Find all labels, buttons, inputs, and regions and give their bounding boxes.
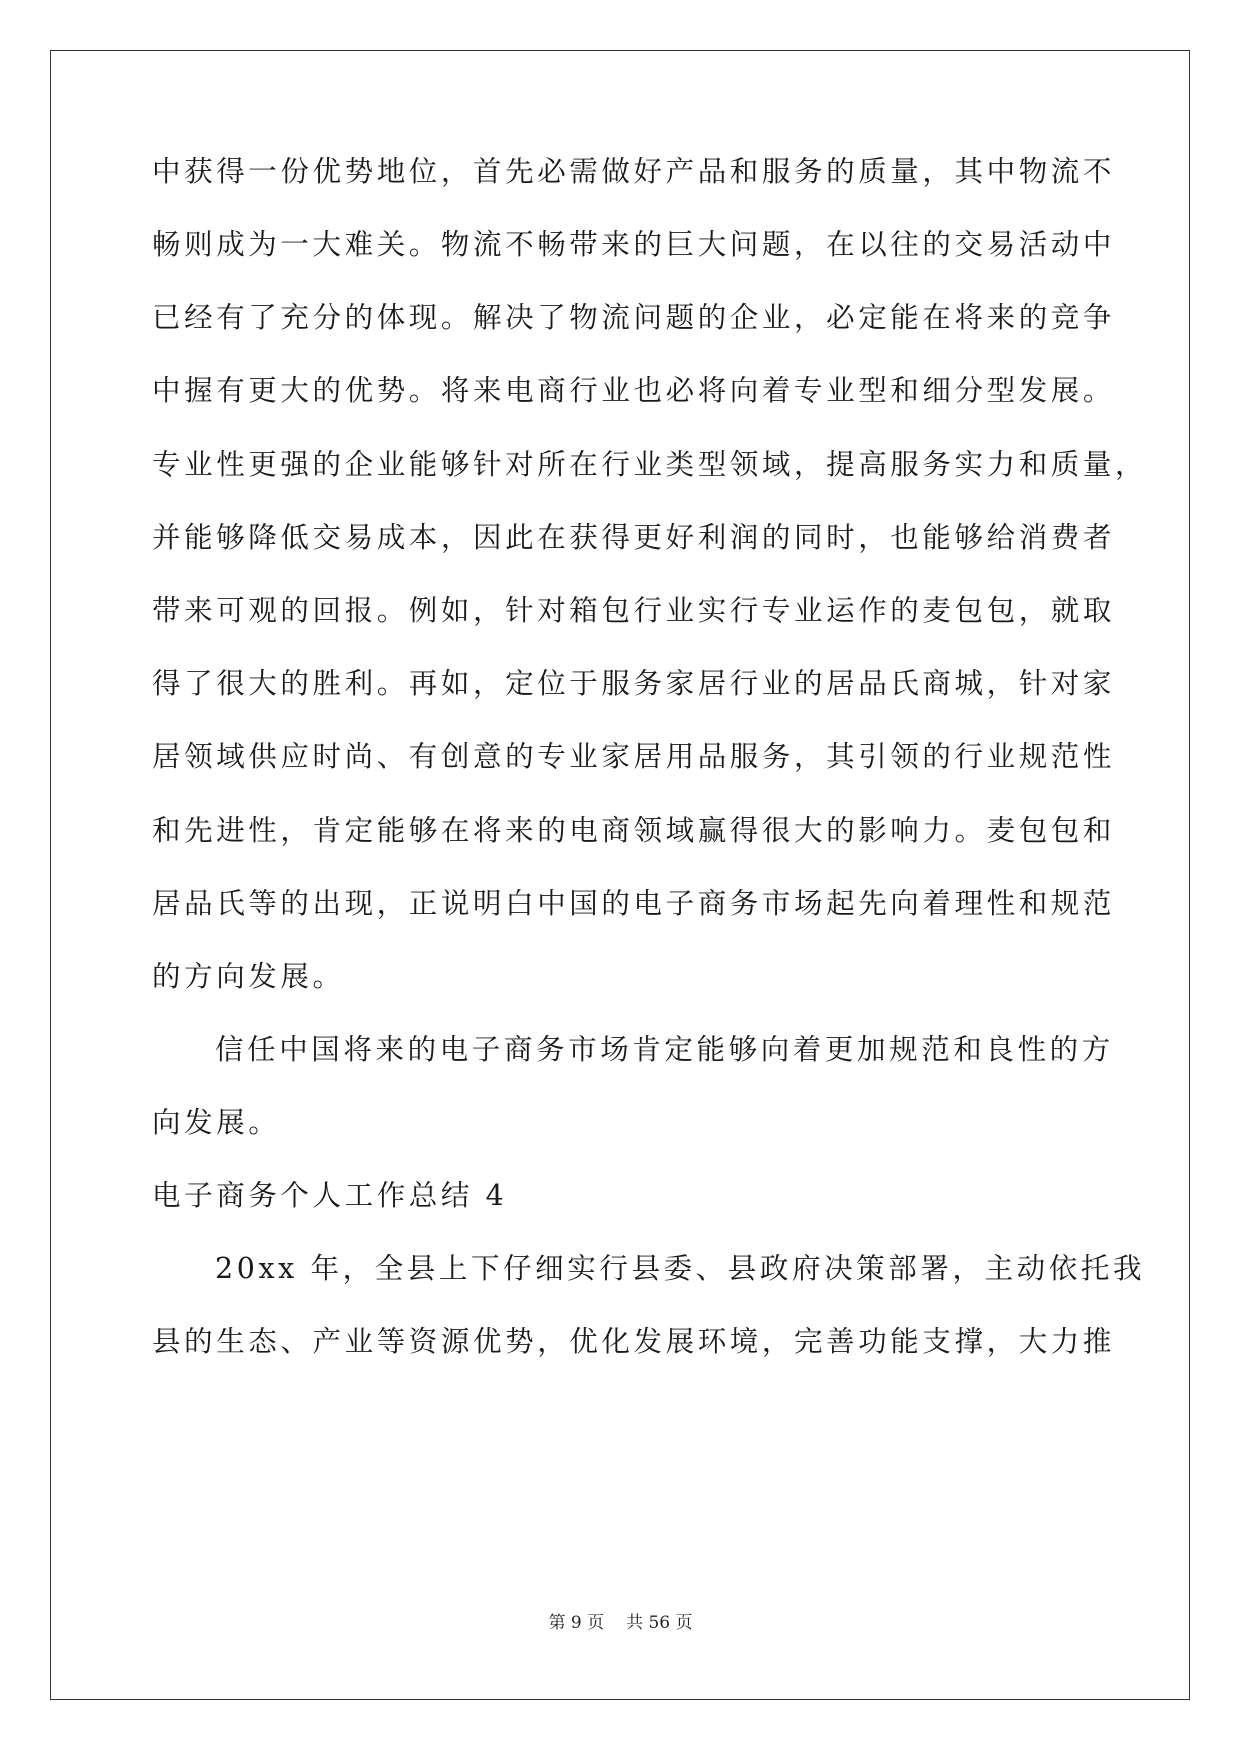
page-number: 第 9 页	[548, 1613, 605, 1633]
body-text-line: 中握有更大的优势。将来电商行业也必将向着专业型和细分型发展。	[152, 374, 1116, 407]
body-text-line: 并能够降低交易成本，因此在获得更好利润的同时，也能够给消费者	[152, 521, 1116, 554]
section-heading: 电子商务个人工作总结 4	[152, 1179, 508, 1212]
page-footer	[0, 1611, 1241, 1635]
body-text-line: 的方向发展。	[152, 960, 345, 993]
body-text-line: 中获得一份优势地位，首先必需做好产品和服务的质量，其中物流不	[152, 155, 1116, 188]
paragraph-first-line: 信任中国将来的电子商务市场肯定能够向着更加规范和良性的方	[215, 1033, 1114, 1066]
body-text-line: 带来可观的回报。例如，针对箱包行业实行专业运作的麦包包，就取	[152, 594, 1116, 627]
body-text-line: 县的生态、产业等资源优势，优化发展环境，完善功能支撑，大力推	[152, 1325, 1116, 1358]
body-text-line: 畅则成为一大难关。物流不畅带来的巨大问题，在以往的交易活动中	[152, 228, 1116, 261]
body-text-line: 居品氏等的出现，正说明白中国的电子商务市场起先向着理性和规范	[152, 887, 1116, 920]
body-text-line: 已经有了充分的体现。解决了物流问题的企业，必定能在将来的竞争	[152, 301, 1116, 334]
page-total: 共 56 页	[626, 1613, 693, 1633]
body-text-line: 和先进性，肯定能够在将来的电商领域赢得很大的影响力。麦包包和	[152, 814, 1116, 847]
paragraph-first-line: 20xx 年，全县上下仔细实行县委、县政府决策部署，主动依托我	[215, 1252, 1146, 1285]
body-text-line: 专业性更强的企业能够针对所在行业类型领域，提高服务实力和质量，	[152, 448, 1148, 481]
body-text-line: 居领域供应时尚、有创意的专业家居用品服务，其引领的行业规范性	[152, 740, 1116, 773]
body-text-line: 得了很大的胜利。再如，定位于服务家居行业的居品氏商城，针对家	[152, 667, 1116, 700]
body-text-line: 向发展。	[152, 1106, 281, 1139]
